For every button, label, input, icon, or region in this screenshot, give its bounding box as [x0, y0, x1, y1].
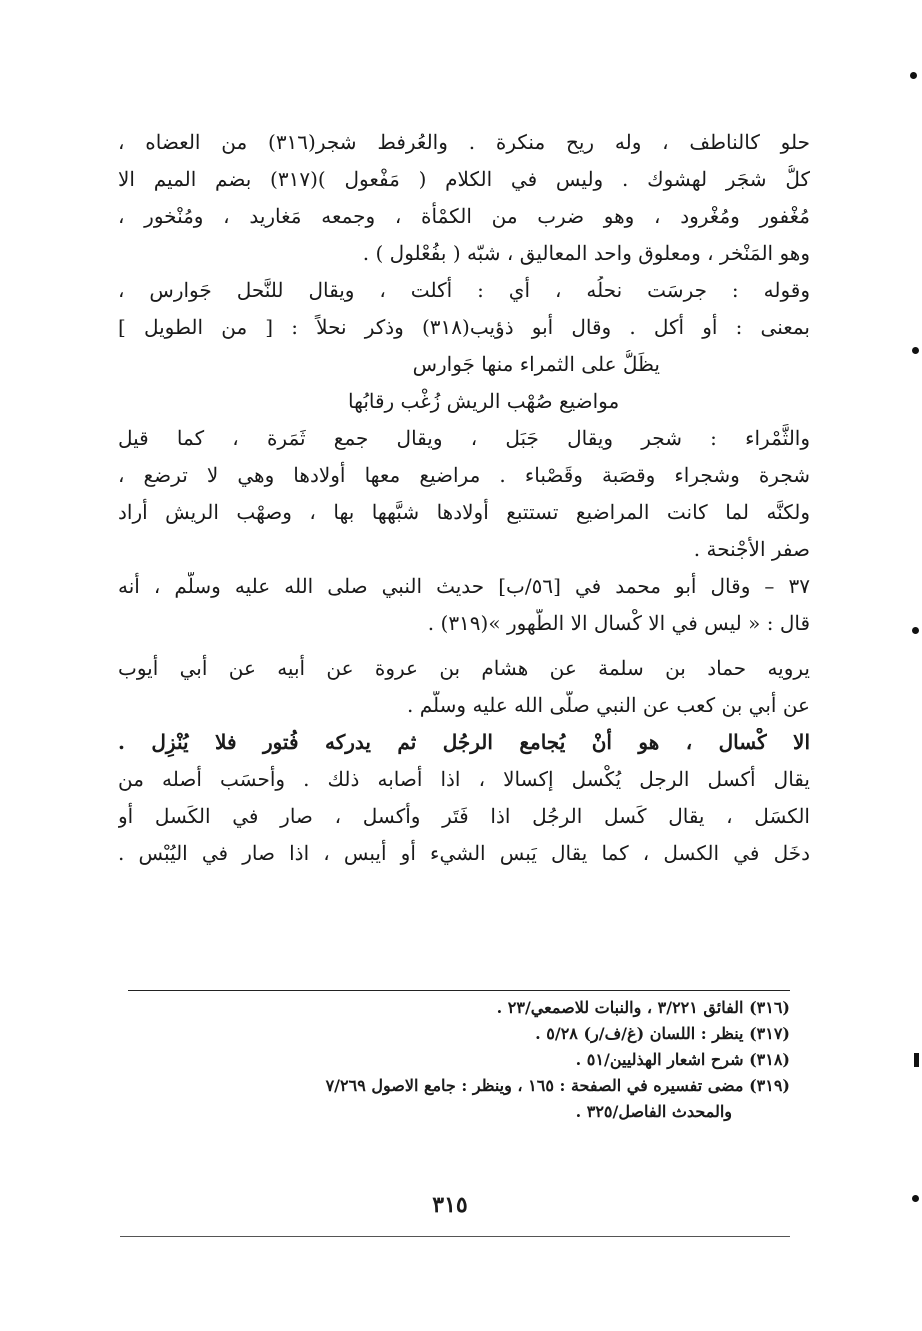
- text-line-5: وقوله : جرسَت نحلُه ، أي : أكلت ، ويقال للنَّحل جَوارس ،: [118, 278, 810, 302]
- text-line-9: والثَّمْراء : شجر ويقال جَبَل ، ويقال جمع ثَمَرة ، كما قيل: [118, 426, 810, 450]
- footnote-317: (٣١٧) ينظر : اللسان (غ/ف/ر) ٥/٢٨ .: [535, 1024, 790, 1043]
- text-line-1: حلو كالناطف ، وله ريح منكرة . والعُرفط شجر(٣١٦) من العضاه ،: [118, 130, 810, 154]
- text-line-12: صفر الأجْنحة .: [693, 537, 810, 561]
- footnote-316: (٣١٦) الفائق ٣/٢٢١ ، والنبات للاصمعي/٢٣ .: [496, 998, 790, 1017]
- footnotes: [128, 990, 790, 1125]
- text-line-15: يرويه حماد بن سلمة عن هشام بن عروة عن أبيه عن أبي أيوب: [118, 656, 810, 680]
- text-line-20: دخَل في الكسل ، كما يقال يَبس الشيء أو أيبس ، اذا صار في اليُبْس .: [118, 841, 810, 865]
- text-line-2: كلُّ شجَر لهشوك . وليس في الكلام ( مَفْعول )(٣١٧) بضم الميم الا: [118, 167, 810, 191]
- text-line-19: الكسَل ، يقال كَسل الرجُل اذا فَتَر وأكسل ، صار في الكَسل أو: [118, 804, 810, 828]
- margin-dot-3: [912, 627, 919, 634]
- text-line-3: مُغْفور ومُغْرود ، وهو ضرب من الكمْأة ، وجمعه مَغاريد ، ومُنْخور ،: [118, 204, 810, 228]
- text-line-4: وهو المَنْخر ، ومعلوق واحد المعاليق ، شبّه ( بفُعْلول ) .: [362, 241, 810, 265]
- text-line-16: عن أبي بن كعب عن النبي صلّى الله عليه وسلَّم .: [407, 693, 810, 717]
- verse-hemistich-1: يظَلُّ على الثمراء منها جَوارس: [412, 352, 660, 376]
- page-number: ٣١٥: [432, 1192, 468, 1218]
- bottom-rule: [120, 1236, 790, 1237]
- text-line-13: ٣٧ – وقال أَبو محمد في [٥٦/ب] حديث النبي صلى الله عليه وسلَّم ، أنه: [118, 574, 810, 598]
- main-text: [118, 128, 810, 876]
- margin-dot-2: [912, 347, 919, 354]
- text-line-10: شجرة وشجراء وقصَبة وقَصْباء . مراضيع معها أولادها وهي لا ترضع ،: [118, 463, 810, 487]
- footnote-318: (٣١٨) شرح اشعار الهذليين/٥١ .: [575, 1050, 790, 1069]
- text-line-17: الا كْسال ، هو أنْ يُجامع الرجُل ثم يدركه فُتور فلا يُنْزِل .: [118, 730, 810, 754]
- text-line-6: بمعنى : أو أكل . وقال أبو ذؤيب(٣١٨) وذكر نحلاً : [ من الطويل ]: [118, 315, 810, 339]
- margin-dot-1: [910, 72, 917, 79]
- margin-mark: [914, 1053, 919, 1067]
- text-line-18: يقال أكسل الرجل يُكْسل إكسالا ، اذا أصابه ذلك . وأحسَب أصله من: [118, 767, 810, 791]
- footnote-319-continued: والمحدث الفاصل/٣٢٥ .: [575, 1102, 732, 1121]
- text-line-14: قال : « ليس في الا كْسال الا الطُّهور »(٣١٩) .: [427, 611, 810, 635]
- text-line-11: ولكنَّه لما كانت المراضيع تستتبع أولادها شبَّهها بها ، وصهْب الريش أراد: [118, 500, 810, 524]
- verse-hemistich-2: مواضيع صُهْب الريش زُغْب رقابُها: [348, 389, 620, 413]
- margin-dot-4: [912, 1195, 919, 1202]
- footnote-319: (٣١٩) مضى تفسيره في الصفحة : ١٦٥ ، وينظر : جامع الاصول ٧/٢٦٩: [325, 1076, 790, 1095]
